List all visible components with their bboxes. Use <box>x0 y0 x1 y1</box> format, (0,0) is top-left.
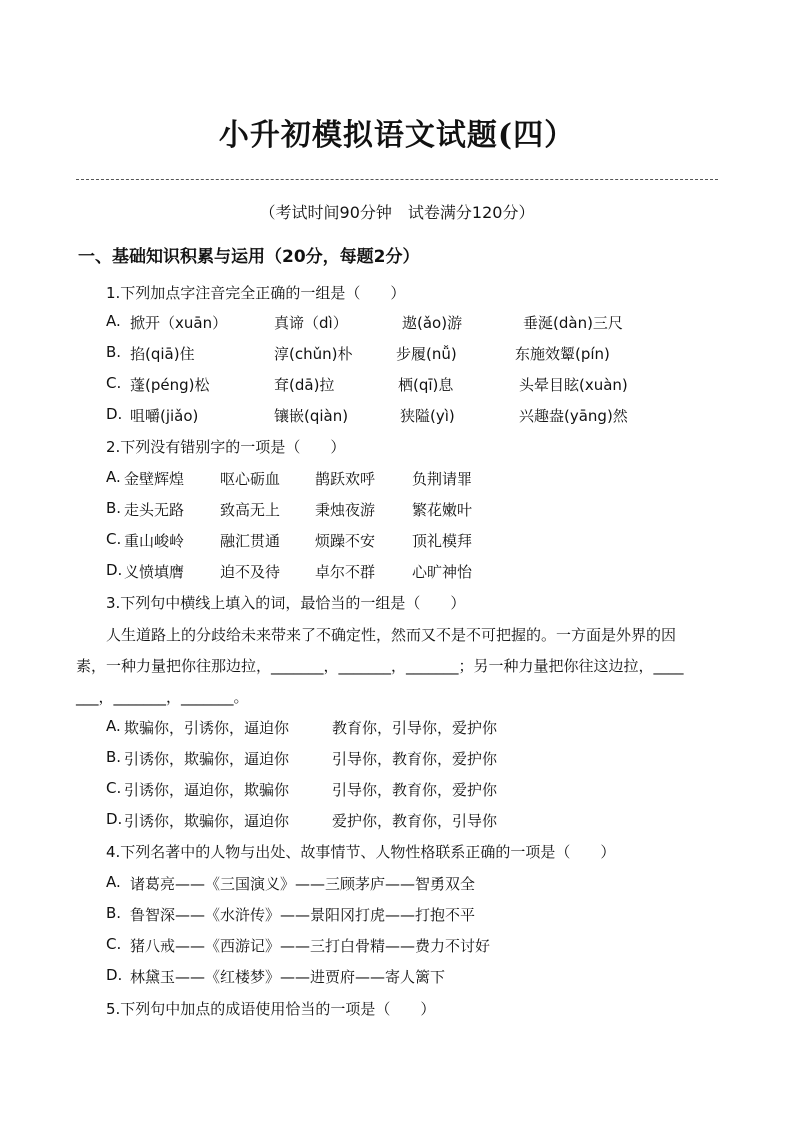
option-item: 镶嵌(qiàn) <box>274 407 349 425</box>
option-item: 狭隘(yì) <box>400 407 455 425</box>
question-5-stem: 5.下列句中加点的成语使用恰当的一项是（ ） <box>106 1000 436 1018</box>
option-label: D. <box>106 966 123 984</box>
exam-subtitle: （考试时间90分钟 试卷满分120分） <box>259 203 535 222</box>
option-label: C. <box>106 530 122 548</box>
option-label: D. <box>106 810 123 828</box>
option-item: 心旷神怡 <box>412 563 473 581</box>
section-heading: 一、基础知识积累与运用（20分，每题2分） <box>78 247 420 267</box>
option-label: C. <box>106 935 122 953</box>
option-item: 致高无上 <box>220 501 281 519</box>
option-item: 掀开（xuān） <box>130 314 228 332</box>
option-item: 顶礼模拜 <box>412 532 473 550</box>
exam-title: 小升初模拟语文试题(四） <box>218 118 576 153</box>
option-item: 兴趣盎(yāng)然 <box>519 407 628 425</box>
option-label: A. <box>106 312 121 330</box>
option-item: 猪八戒——《西游记》——三打白骨精——费力不讨好 <box>130 937 491 955</box>
option-item: 诸葛亮——《三国演义》——三顾茅庐——智勇双全 <box>130 875 476 893</box>
option-item: 淳(chǔn)朴 <box>274 345 353 363</box>
option-item: 东施效颦(pín) <box>515 345 610 363</box>
question-3-stem: 3.下列句中横线上填入的词，最恰当的一组是（ ） <box>106 594 466 612</box>
option-item: 掐(qiā)住 <box>130 345 195 363</box>
option-item: 卓尔不群 <box>315 563 376 581</box>
option-item: 引导你，教育你，爱护你 <box>332 781 498 799</box>
option-item: 垂涎(dàn)三尺 <box>523 314 623 332</box>
option-item: 引导你，教育你，爱护你 <box>332 750 498 768</box>
option-item: 教育你，引导你，爱护你 <box>332 719 498 737</box>
option-item: 呕心砺血 <box>220 470 281 488</box>
option-label: C. <box>106 374 122 392</box>
option-label: C. <box>106 779 122 797</box>
option-item: 栖(qī)息 <box>398 376 454 394</box>
passage-line: 人生道路上的分歧给未来带来了不确定性，然而又不是不可把握的。一方面是外界的因 <box>106 626 677 644</box>
option-label: B. <box>106 904 122 922</box>
option-item: 咀嚼(jiǎo) <box>130 407 199 425</box>
option-item: 引诱你，逼迫你，欺骗你 <box>124 781 290 799</box>
question-2-stem: 2.下列没有错别字的一项是（ ） <box>106 438 346 456</box>
passage-line: 素，一种力量把你往那边拉，_______，_______，_______；另一种力量把你往这边拉，____ <box>76 657 684 675</box>
option-label: B. <box>106 748 122 766</box>
option-item: 鲁智深——《水浒传》——景阳冈打虎——打抱不平 <box>130 906 476 924</box>
option-label: A. <box>106 717 121 735</box>
question-1-stem: 1.下列加点字注音完全正确的一组是（ ） <box>106 284 406 302</box>
option-item: 欺骗你，引诱你，逼迫你 <box>124 719 290 737</box>
option-label: A. <box>106 468 121 486</box>
option-item: 重山峻岭 <box>124 532 185 550</box>
option-item: 头晕目眩(xuàn) <box>519 376 628 394</box>
option-item: 真谛（dì） <box>274 314 348 332</box>
option-label: A. <box>106 873 121 891</box>
option-label: D. <box>106 561 123 579</box>
question-4-stem: 4.下列名著中的人物与出处、故事情节、人物性格联系正确的一项是（ ） <box>106 843 616 861</box>
option-item: 遨(ǎo)游 <box>402 314 463 332</box>
option-item: 秉烛夜游 <box>315 501 376 519</box>
passage-line: ___，_______，_______。 <box>76 688 249 706</box>
option-item: 步履(nǚ) <box>396 345 457 363</box>
option-item: 耷(dā)拉 <box>274 376 335 394</box>
option-item: 林黛玉——《红楼梦》——进贾府——寄人篱下 <box>130 968 446 986</box>
option-item: 融汇贯通 <box>220 532 281 550</box>
option-item: 繁花嫩叶 <box>412 501 473 519</box>
option-item: 迫不及待 <box>220 563 281 581</box>
option-item: 鹊跃欢呼 <box>315 470 376 488</box>
option-item: 金壁辉煌 <box>124 470 185 488</box>
option-item: 负荆请罪 <box>412 470 473 488</box>
option-label: B. <box>106 343 122 361</box>
option-item: 引诱你，欺骗你，逼迫你 <box>124 812 290 830</box>
option-label: D. <box>106 405 123 423</box>
option-item: 爱护你，教育你，引导你 <box>332 812 498 830</box>
option-item: 烦躁不安 <box>315 532 376 550</box>
option-item: 义愤填膺 <box>124 563 185 581</box>
option-label: B. <box>106 499 122 517</box>
option-item: 蓬(péng)松 <box>130 376 210 394</box>
dashed-divider <box>76 179 718 180</box>
option-item: 引诱你，欺骗你，逼迫你 <box>124 750 290 768</box>
option-item: 走头无路 <box>124 501 185 519</box>
